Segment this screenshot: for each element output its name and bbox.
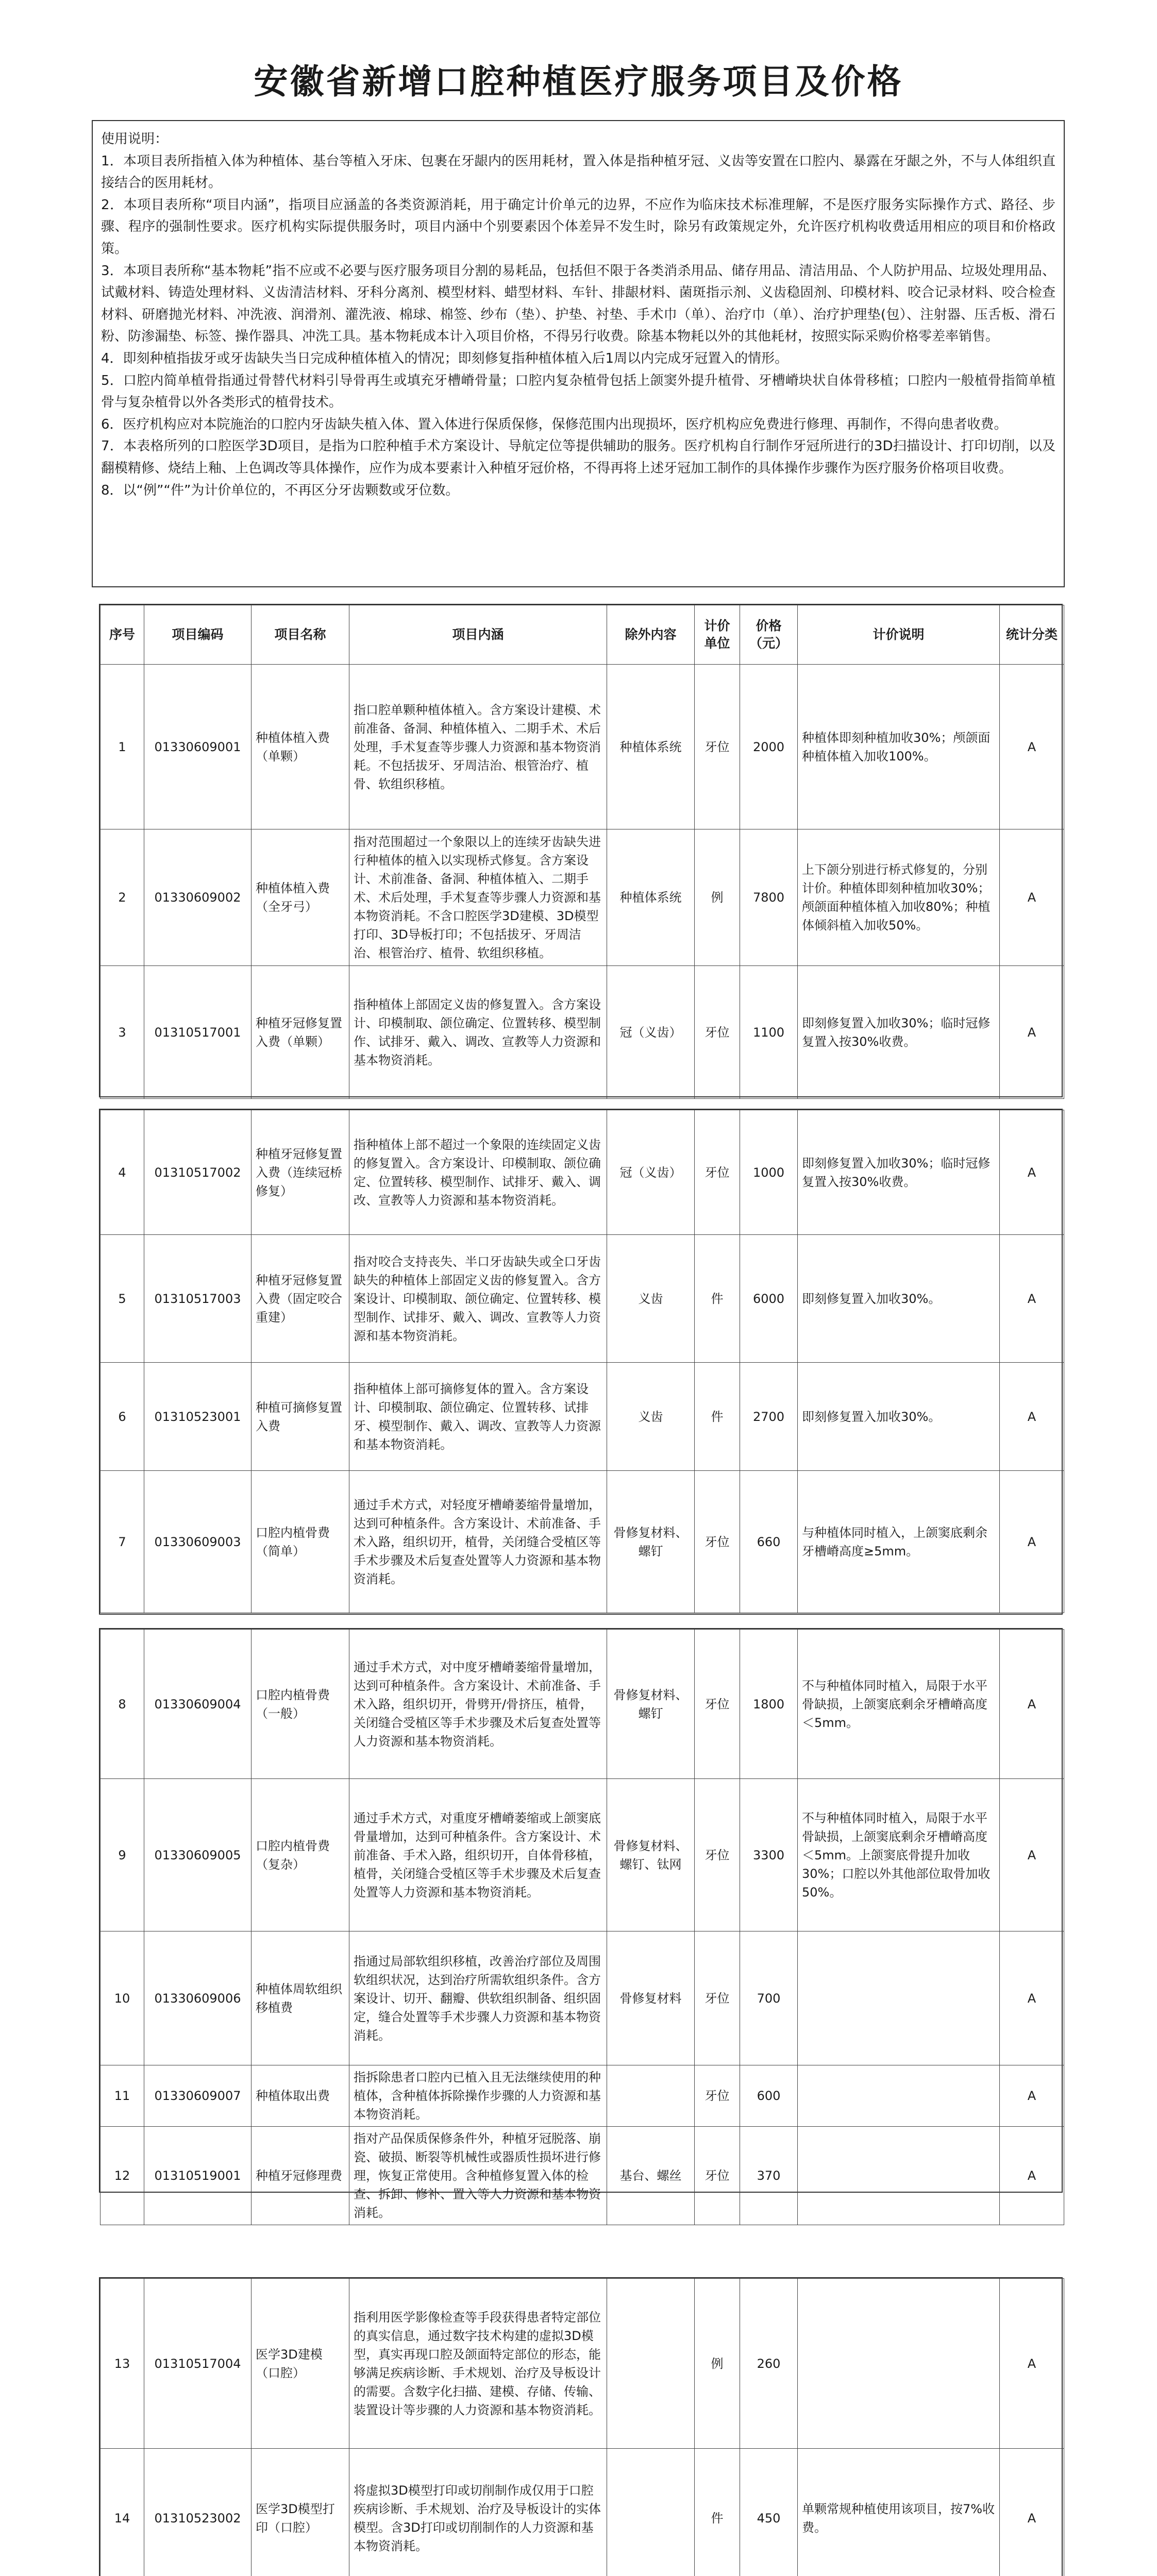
cell-unit: 牙位 (695, 1471, 740, 1613)
cell-price: 370 (740, 2127, 798, 2225)
cell-name: 种植牙冠修复置入费（连续冠桥修复） (251, 1110, 349, 1235)
cell-pricing-note: 种植体即刻种植加收30%；颅颌面种植体植入加收100%。 (798, 665, 1000, 829)
cell-code: 01310517004 (144, 2279, 251, 2449)
cell-price: 7800 (740, 829, 798, 966)
note-item: 7．本表格所列的口腔医学3D项目，是指为口腔种植手术方案设计、导航定位等提供辅助的服务。医疗机构自行制作牙冠所进行的3D扫描设计、打印切削，以及翻模精修、烧结上釉、上色调改等具体操作，应作为成本要素计入种植牙冠价格，不得再将上述牙冠加工制作的具体操作步骤作为医疗服务价格项目收费。 (101, 438, 1055, 476)
cell-name: 种植体植入费（全牙弓） (251, 829, 349, 966)
note-item: 6．医疗机构应对本院施治的口腔内牙齿缺失植入体、置入体进行保质保修，保修范围内出现损坏，医疗机构应免费进行修理、再制作，不得向患者收费。 (101, 416, 1008, 432)
cell-code: 01330609002 (144, 829, 251, 966)
cell-price: 2000 (740, 665, 798, 829)
note-item: 1．本项目表所指植入体为种植体、基台等植入牙床、包裹在牙龈内的医用耗材，置入体是指种植牙冠、义齿等安置在口腔内、暴露在牙龈之外，不与人体组织直接结合的医用耗材。 (101, 153, 1055, 191)
cell-content: 指口腔单颗种植体植入。含方案设计建模、术前准备、备洞、种植体植入、二期手术、术后处理，手术复查等步骤人力资源和基本物资消耗。不包括拔牙、牙周洁治、根管治疗、植骨、软组织移植。 (349, 665, 607, 829)
col-header-name: 项目名称 (251, 605, 349, 665)
cell-category: A (1000, 1931, 1064, 2065)
cell-name: 医学3D模型打印（口腔） (251, 2449, 349, 2576)
page-title: 安徽省新增口腔种植医疗服务项目及价格 (254, 62, 903, 101)
col-header-code: 项目编码 (144, 605, 251, 665)
table-row (100, 1363, 1064, 1471)
price-table-sheet-1 (99, 604, 1063, 1097)
cell-pricing-note: 即刻修复置入加收30%。 (798, 1363, 1000, 1471)
cell-price: 450 (740, 2449, 798, 2576)
table-row (100, 966, 1064, 1099)
cell-content: 指对产品保质保修条件外，种植牙冠脱落、崩瓷、破损、断裂等机械性或器质性损坏进行修理，恢复正常使用。含种植修复置入体的检查、拆卸、修补、置入等人力资源和基本物资消耗。 (349, 2127, 607, 2225)
table-header-row (100, 605, 1064, 665)
cell-content: 通过手术方式，对轻度牙槽嵴萎缩骨量增加，达到可种植条件。含方案设计、术前准备、手术入路，组织切开，植骨，关闭缝合受植区等手术步骤及术后复查处置等人力资源和基本物资消耗。 (349, 1471, 607, 1613)
cell-content: 指对咬合支持丧失、半口牙齿缺失或全口牙齿缺失的种植体上部固定义齿的修复置入。含方案设计、印模制取、颌位确定、位置转移、模型制作、试排牙、戴入、调改、宣教等人力资源和基本物资消耗。 (349, 1235, 607, 1363)
table-row (100, 1931, 1064, 2065)
cell-category: A (1000, 665, 1064, 829)
cell-pricing-note: 上下颌分别进行桥式修复的，分别计价。种植体即刻种植加收30%；颅颌面种植体植入加收80%；种植体倾斜植入加收50%。 (798, 829, 1000, 966)
cell-pricing-note: 不与种植体同时植入，局限于水平骨缺损，上颌窦底剩余牙槽嵴高度＜5mm。上颌窦底骨提升加收30%；口腔以外其他部位取骨加收50%。 (798, 1779, 1000, 1931)
price-table (100, 605, 1064, 1099)
price-table (100, 2278, 1064, 2576)
cell-code: 01310517001 (144, 966, 251, 1099)
cell-content: 通过手术方式，对中度牙槽嵴萎缩骨量增加，达到可种植条件。含方案设计、术前准备、手术入路，组织切开，骨劈开/骨挤压，植骨，关闭缝合受植区等手术步骤及术后复查处置等人力资源和基本物资消耗。 (349, 1630, 607, 1779)
cell-content: 通过手术方式，对重度牙槽嵴萎缩或上颌窦底骨量增加，达到可种植条件。含方案设计、术前准备、手术入路，组织切开，自体骨移植，植骨，关闭缝合受植区等手术步骤及术后复查处置等人力资源和基本物资消耗。 (349, 1779, 607, 1931)
col-header-exclusion: 除外内容 (607, 605, 695, 665)
table-row (100, 2279, 1064, 2449)
cell-name: 种植体植入费（单颗） (251, 665, 349, 829)
cell-exclusion: 种植体系统 (607, 665, 695, 829)
cell-unit: 牙位 (695, 1779, 740, 1931)
cell-content: 指对范围超过一个象限以上的连续牙齿缺失进行种植体的植入以实现桥式修复。含方案设计、术前准备、备洞、种植体植入、二期手术、术后处理，手术复查等步骤人力资源和基本物资消耗。不含口腔医学3D建模、3D模型打印、3D导板打印；不包括拔牙、牙周洁治、根管治疗、植骨、软组织移植。 (349, 829, 607, 966)
usage-notes (92, 120, 1065, 587)
cell-index: 7 (100, 1471, 144, 1613)
cell-index: 10 (100, 1931, 144, 2065)
cell-code: 01310517002 (144, 1110, 251, 1235)
cell-code: 01330609005 (144, 1779, 251, 1931)
cell-unit: 牙位 (695, 2127, 740, 2225)
cell-pricing-note: 与种植体同时植入，上颌窦底剩余牙槽嵴高度≥5mm。 (798, 1471, 1000, 1613)
cell-category: A (1000, 1471, 1064, 1613)
cell-code: 01330609004 (144, 1630, 251, 1779)
cell-content: 将虚拟3D模型打印或切削制作成仅用于口腔疾病诊断、手术规划、治疗及导板设计的实体模型。含3D打印或切削制作的人力资源和基本物资消耗。 (349, 2449, 607, 2576)
table-row (100, 829, 1064, 966)
cell-category: A (1000, 1110, 1064, 1235)
cell-unit: 件 (695, 1235, 740, 1363)
cell-exclusion (607, 2279, 695, 2449)
cell-category: A (1000, 2065, 1064, 2127)
cell-name: 种植体周软组织移植费 (251, 1931, 349, 2065)
cell-category: A (1000, 1779, 1064, 1931)
cell-code: 01330609007 (144, 2065, 251, 2127)
col-header-price: 价格（元） (740, 605, 798, 665)
cell-index: 11 (100, 2065, 144, 2127)
table-row (100, 1235, 1064, 1363)
cell-exclusion: 义齿 (607, 1235, 695, 1363)
cell-name: 医学3D建模（口腔） (251, 2279, 349, 2449)
cell-price: 600 (740, 2065, 798, 2127)
cell-code: 01310523002 (144, 2449, 251, 2576)
cell-unit: 牙位 (695, 966, 740, 1099)
note-item: 3．本项目表所称“基本物耗”指不应或不必要与医疗服务项目分割的易耗品，包括但不限于各类消杀用品、储存用品、清洁用品、个人防护用品、垃圾处理用品、试戴材料、铸造处理材料、义齿清洁材料、牙科分离剂、模型材料、蜡型材料、车针、排龈材料、菌斑指示剂、义齿稳固剂、印模材料、咬合记录材料、咬合检查材料、研磨抛光材料、冲洗液、润滑剂、灌洗液、棉球、棉签、纱布（垫）、护垫、衬垫、手术巾（单）、治疗巾（单）、治疗护理垫(包）、注射器、压舌板、滑石粉、防渗漏垫、标签、操作器具、冲洗工具。基本物耗成本计入项目价格，不得另行收费。除基本物耗以外的其他耗材，按照实际采购价格零差率销售。 (101, 263, 1055, 345)
cell-name: 种植可摘修复置入费 (251, 1363, 349, 1471)
table-row (100, 1779, 1064, 1931)
cell-category: A (1000, 2127, 1064, 2225)
cell-unit: 牙位 (695, 1931, 740, 2065)
note-item: 4．即刻种植指拔牙或牙齿缺失当日完成种植体植入的情况；即刻修复指种植体植入后1周以内完成牙冠置入的情形。 (101, 350, 789, 366)
col-header-content: 项目内涵 (349, 605, 607, 665)
cell-code: 01330609003 (144, 1471, 251, 1613)
cell-name: 种植牙冠修理费 (251, 2127, 349, 2225)
cell-code: 01310519001 (144, 2127, 251, 2225)
cell-exclusion (607, 2065, 695, 2127)
cell-unit: 件 (695, 2449, 740, 2576)
cell-price: 1100 (740, 966, 798, 1099)
cell-category: A (1000, 2449, 1064, 2576)
cell-content: 指种植体上部固定义齿的修复置入。含方案设计、印模制取、颌位确定、位置转移、模型制作、试排牙、戴入、调改、宣教等人力资源和基本物资消耗。 (349, 966, 607, 1099)
cell-exclusion: 骨修复材料、螺钉 (607, 1630, 695, 1779)
cell-unit: 牙位 (695, 1110, 740, 1235)
cell-exclusion: 骨修复材料、螺钉 (607, 1471, 695, 1613)
price-table-sheet-3 (99, 1628, 1063, 2220)
cell-price: 1000 (740, 1110, 798, 1235)
cell-price: 2700 (740, 1363, 798, 1471)
table-row (100, 1630, 1064, 1779)
cell-exclusion: 基台、螺丝 (607, 2127, 695, 2225)
cell-index: 9 (100, 1779, 144, 1931)
cell-name: 种植牙冠修复置入费（固定咬合重建） (251, 1235, 349, 1363)
cell-category: A (1000, 1235, 1064, 1363)
cell-price: 3300 (740, 1779, 798, 1931)
cell-index: 12 (100, 2127, 144, 2225)
cell-category: A (1000, 829, 1064, 966)
note-item: 5．口腔内简单植骨指通过骨替代材料引导骨再生或填充牙槽嵴骨量；口腔内复杂植骨包括上颌窦外提升植骨、牙槽嵴块状自体骨移植；口腔内一般植骨指简单植骨与复杂植骨以外各类形式的植骨技术。 (101, 372, 1055, 411)
cell-exclusion: 冠（义齿） (607, 966, 695, 1099)
cell-pricing-note: 即刻修复置入加收30%；临时冠修复置入按30%收费。 (798, 1110, 1000, 1235)
cell-name: 种植体取出费 (251, 2065, 349, 2127)
cell-unit: 牙位 (695, 1630, 740, 1779)
cell-code: 01330609006 (144, 1931, 251, 2065)
cell-name: 口腔内植骨费（一般） (251, 1630, 349, 1779)
cell-unit: 牙位 (695, 665, 740, 829)
cell-price: 1800 (740, 1630, 798, 1779)
cell-index: 2 (100, 829, 144, 966)
cell-index: 8 (100, 1630, 144, 1779)
cell-exclusion: 骨修复材料、螺钉、钛网 (607, 1779, 695, 1931)
table-row (100, 1471, 1064, 1613)
cell-content: 指种植体上部可摘修复体的置入。含方案设计、印模制取、颌位确定、位置转移、试排牙、模型制作、戴入、调改、宣教等人力资源和基本物资消耗。 (349, 1363, 607, 1471)
cell-unit: 例 (695, 829, 740, 966)
cell-unit: 牙位 (695, 2065, 740, 2127)
cell-content: 指种植体上部不超过一个象限的连续固定义齿的修复置入。含方案设计、印模制取、颌位确定、位置转移、模型制作、试排牙、戴入、调改、宣教等人力资源和基本物资消耗。 (349, 1110, 607, 1235)
cell-price: 260 (740, 2279, 798, 2449)
cell-price: 660 (740, 1471, 798, 1613)
price-table-sheet-2 (99, 1109, 1063, 1615)
table-row (100, 2065, 1064, 2127)
cell-category: A (1000, 1363, 1064, 1471)
table-row (100, 1110, 1064, 1235)
notes-heading: 使用说明： (101, 131, 169, 147)
cell-exclusion: 种植体系统 (607, 829, 695, 966)
cell-index: 5 (100, 1235, 144, 1363)
table-row (100, 2127, 1064, 2225)
cell-content: 指利用医学影像检查等手段获得患者特定部位的真实信息，通过数字技术构建的虚拟3D模型，真实再现口腔及颌面特定部位的形态，能够满足疾病诊断、手术规划、治疗及导板设计的需要。含数字化扫描、建模、存储、传输、装置设计等步骤的人力资源和基本物资消耗。 (349, 2279, 607, 2449)
cell-pricing-note (798, 2279, 1000, 2449)
note-item: 2．本项目表所称“项目内涵”，指项目应涵盖的各类资源消耗，用于确定计价单元的边界，不应作为临床技术标准理解，不是医疗服务实际操作方式、路径、步骤、程序的强制性要求。医疗机构实际提供服务时，项目内涵中个别要素因个体差异不发生时，除另有政策规定外，允许医疗机构收费适用相应的项目和价格政策。 (101, 197, 1055, 257)
note-item: 8．以“例”“件”为计价单位的，不再区分牙齿颗数或牙位数。 (101, 482, 459, 498)
cell-price: 700 (740, 1931, 798, 2065)
cell-pricing-note: 即刻修复置入加收30%。 (798, 1235, 1000, 1363)
cell-pricing-note (798, 2127, 1000, 2225)
cell-content: 指通过局部软组织移植，改善治疗部位及周围软组织状况，达到治疗所需软组织条件。含方案设计、切开、翻瓣、供软组织制备、组织固定，缝合处置等手术步骤人力资源和基本物资消耗。 (349, 1931, 607, 2065)
price-table (100, 1110, 1064, 1613)
cell-index: 6 (100, 1363, 144, 1471)
cell-name: 口腔内植骨费（复杂） (251, 1779, 349, 1931)
cell-name: 种植牙冠修复置入费（单颗） (251, 966, 349, 1099)
cell-pricing-note: 即刻修复置入加收30%；临时冠修复置入按30%收费。 (798, 966, 1000, 1099)
cell-pricing-note: 单颗常规种植使用该项目，按7%收费。 (798, 2449, 1000, 2576)
col-header-category: 统计分类 (1000, 605, 1064, 665)
cell-category: A (1000, 2279, 1064, 2449)
cell-code: 01310523001 (144, 1363, 251, 1471)
cell-unit: 例 (695, 2279, 740, 2449)
table-row (100, 665, 1064, 829)
cell-exclusion: 骨修复材料 (607, 1931, 695, 2065)
cell-content: 指拆除患者口腔内已植入且无法继续使用的种植体，含种植体拆除操作步骤的人力资源和基本物资消耗。 (349, 2065, 607, 2127)
cell-index: 4 (100, 1110, 144, 1235)
cell-pricing-note: 不与种植体同时植入，局限于水平骨缺损，上颌窦底剩余牙槽嵴高度＜5mm。 (798, 1630, 1000, 1779)
cell-price: 6000 (740, 1235, 798, 1363)
cell-pricing-note (798, 2065, 1000, 2127)
cell-name: 口腔内植骨费（简单） (251, 1471, 349, 1613)
col-header-index: 序号 (100, 605, 144, 665)
price-table-sheet-4 (99, 2277, 1063, 2576)
cell-index: 3 (100, 966, 144, 1099)
cell-pricing-note (798, 1931, 1000, 2065)
cell-unit: 件 (695, 1363, 740, 1471)
cell-code: 01310517003 (144, 1235, 251, 1363)
col-header-pricing-note: 计价说明 (798, 605, 1000, 665)
cell-category: A (1000, 1630, 1064, 1779)
cell-index: 13 (100, 2279, 144, 2449)
cell-index: 14 (100, 2449, 144, 2576)
cell-index: 1 (100, 665, 144, 829)
cell-category: A (1000, 966, 1064, 1099)
col-header-unit: 计价单位 (695, 605, 740, 665)
cell-exclusion (607, 2449, 695, 2576)
table-row (100, 2449, 1064, 2576)
cell-exclusion: 冠（义齿） (607, 1110, 695, 1235)
cell-code: 01330609001 (144, 665, 251, 829)
price-table (100, 1629, 1064, 2225)
cell-exclusion: 义齿 (607, 1363, 695, 1471)
